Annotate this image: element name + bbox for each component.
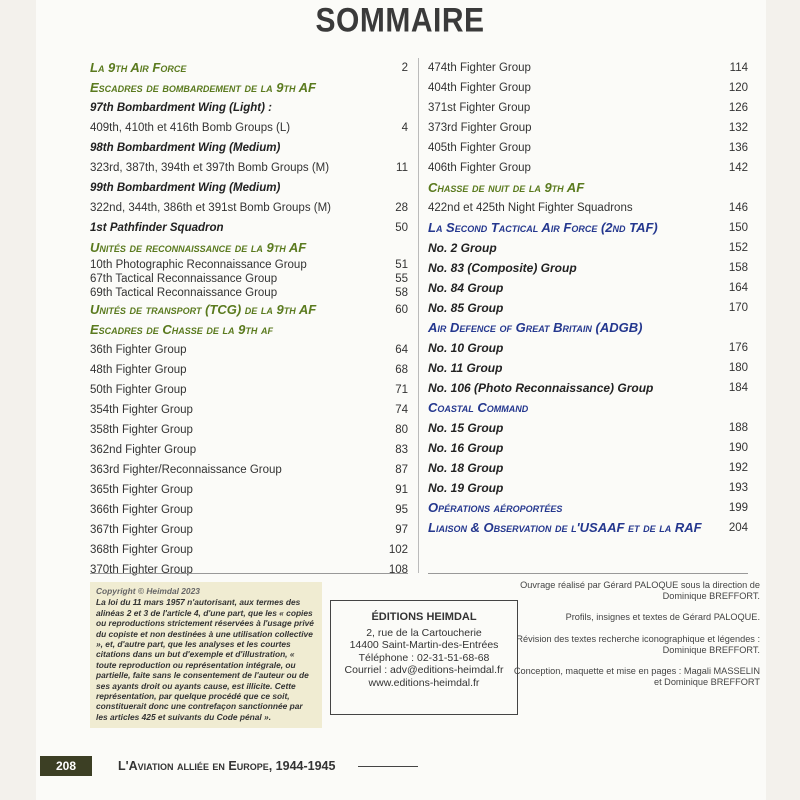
toc-entry-page: 142 bbox=[728, 162, 748, 174]
toc-entry-page: 136 bbox=[728, 142, 748, 154]
toc-entry bbox=[428, 278, 748, 298]
toc-entry bbox=[90, 218, 408, 238]
toc-entry-title: Chasse de nuit de la 9th AF bbox=[428, 180, 585, 195]
toc-entry bbox=[90, 98, 408, 118]
toc-entry-title: 422nd et 425th Night Fighter Squadrons bbox=[428, 202, 633, 214]
toc-entry-page: 152 bbox=[728, 242, 748, 254]
toc-entry-title: 370th Fighter Group bbox=[90, 564, 193, 576]
toc-entry bbox=[90, 520, 408, 540]
toc-entry bbox=[428, 478, 748, 498]
toc-entry bbox=[428, 398, 748, 418]
toc-entry-title: Air Defence of Great Britain (ADGB) bbox=[428, 320, 643, 335]
toc-entry bbox=[90, 58, 408, 78]
toc-entry bbox=[428, 218, 748, 238]
toc-entry bbox=[90, 198, 408, 218]
toc-entry bbox=[428, 238, 748, 258]
toc-entry bbox=[428, 298, 748, 318]
toc-entry-title: 97th Bombardment Wing (Light) : bbox=[90, 102, 272, 114]
toc-entry bbox=[90, 320, 408, 340]
toc-entry bbox=[428, 118, 748, 138]
toc-entry bbox=[90, 300, 408, 320]
toc-entry-title: 373rd Fighter Group bbox=[428, 122, 532, 134]
toc-entry bbox=[428, 78, 748, 98]
toc-entry-page: 150 bbox=[728, 222, 748, 234]
publisher-address: 2, rue de la Cartoucherie bbox=[366, 626, 482, 639]
toc-entry-title: 409th, 410th et 416th Bomb Groups (L) bbox=[90, 122, 291, 134]
toc-entry-page: 164 bbox=[728, 282, 748, 294]
toc-entry bbox=[428, 518, 748, 538]
toc-entry-title: 368th Fighter Group bbox=[90, 544, 193, 556]
toc-entry bbox=[428, 158, 748, 178]
toc-entry bbox=[428, 338, 748, 358]
copyright-notice bbox=[90, 582, 322, 728]
toc-entry bbox=[90, 78, 408, 98]
toc-entry-title: 69th Tactical Reconnaissance Group bbox=[90, 287, 278, 299]
toc-entry-title: 365th Fighter Group bbox=[90, 484, 193, 496]
toc-entry-page: 158 bbox=[728, 262, 748, 274]
toc-entry-page: 4 bbox=[401, 122, 408, 134]
toc-entry-title: 406th Fighter Group bbox=[428, 162, 531, 174]
toc-entry-title: 405th Fighter Group bbox=[428, 142, 531, 154]
toc-entry-page: 108 bbox=[388, 564, 408, 576]
toc-entry bbox=[428, 458, 748, 478]
toc-entry-title: No. 10 Group bbox=[428, 341, 504, 355]
toc-entry-title: 48th Fighter Group bbox=[90, 364, 187, 376]
toc-entry-title: 36th Fighter Group bbox=[90, 344, 187, 356]
page-title: SOMMAIRE bbox=[315, 1, 485, 40]
toc-entry-title: Escadres de bombardement de la 9th AF bbox=[90, 80, 316, 95]
toc-entry-page: 97 bbox=[395, 524, 408, 536]
credit-line: Ouvrage réalisé par Gérard PALOQUE sous la direction de Dominique BREFFORT. bbox=[520, 580, 760, 602]
toc-entry-title: No. 83 (Composite) Group bbox=[428, 261, 577, 275]
toc-entry bbox=[428, 438, 748, 458]
toc-entry-page: 114 bbox=[729, 62, 748, 74]
toc-entry bbox=[90, 258, 408, 272]
toc-entry-page: 102 bbox=[388, 544, 408, 556]
toc-entry bbox=[90, 500, 408, 520]
toc-entry-page: 80 bbox=[395, 424, 408, 436]
publisher-name: ÉDITIONS HEIMDAL bbox=[371, 611, 477, 623]
toc-entry-title: No. 85 Group bbox=[428, 301, 504, 315]
toc-entry bbox=[90, 340, 408, 360]
toc-entry bbox=[428, 178, 748, 198]
toc-entry-page: 58 bbox=[395, 287, 408, 299]
toc-entry-page: 120 bbox=[728, 82, 748, 94]
toc-entry-title: 322nd, 344th, 386th et 391st Bomb Groups (M) bbox=[90, 202, 332, 214]
toc-entry bbox=[90, 138, 408, 158]
toc-entry bbox=[428, 418, 748, 438]
toc-entry-title: Unités de reconnaissance de la 9th AF bbox=[90, 240, 307, 255]
toc-entry-title: No. 18 Group bbox=[428, 461, 504, 475]
toc-entry-title: 363rd Fighter/Reconnaissance Group bbox=[90, 464, 282, 476]
toc-entry-title: 371st Fighter Group bbox=[428, 102, 531, 114]
toc-entry bbox=[90, 460, 408, 480]
toc-entry-title: 362nd Fighter Group bbox=[90, 444, 197, 456]
toc-entry-page: 193 bbox=[728, 482, 748, 494]
credit-line: Conception, maquette et mise en pages : Magali MASSELIN et Dominique BREFFORT bbox=[513, 666, 760, 688]
toc-entry-page: 180 bbox=[728, 362, 748, 374]
credits bbox=[510, 580, 760, 698]
toc-entry bbox=[90, 118, 408, 138]
toc-entry-page: 28 bbox=[395, 202, 408, 214]
toc-entry bbox=[428, 498, 748, 518]
toc-entry-page: 170 bbox=[728, 302, 748, 314]
toc-entry-title: 358th Fighter Group bbox=[90, 424, 193, 436]
toc-entry-title: 354th Fighter Group bbox=[90, 404, 193, 416]
toc-entry-page: 132 bbox=[728, 122, 748, 134]
publisher-box bbox=[330, 600, 518, 715]
copyright-title: Copyright © Heimdal 2023 bbox=[96, 586, 200, 596]
publisher-city: 14400 Saint-Martin-des-Entrées bbox=[349, 639, 499, 651]
column-divider bbox=[418, 58, 419, 573]
toc-entry-title: No. 19 Group bbox=[428, 481, 504, 495]
page-footer bbox=[36, 752, 766, 778]
toc-entry-title: Unités de transport (TCG) de la 9th AF bbox=[90, 302, 317, 317]
toc-entry-page: 83 bbox=[395, 444, 408, 456]
book-title: L'Aviation alliée en Europe, 1944-1945 bbox=[118, 759, 336, 773]
toc-entry-title: 366th Fighter Group bbox=[90, 504, 193, 516]
credit-line: Profils, insignes et textes de Gérard PALOQUE. bbox=[565, 612, 760, 623]
toc-entry bbox=[90, 360, 408, 380]
toc-entry-page: 95 bbox=[395, 504, 408, 516]
publisher-email: Courriel : adv@editions-heimdal.fr bbox=[344, 664, 504, 676]
toc-entry-page: 2 bbox=[401, 62, 408, 74]
toc-entry bbox=[428, 358, 748, 378]
toc-left-column bbox=[90, 58, 408, 580]
toc-entry bbox=[428, 378, 748, 398]
toc-entry-title: No. 15 Group bbox=[428, 421, 504, 435]
toc-entry bbox=[90, 238, 408, 258]
toc-entry-title: Coastal Command bbox=[428, 400, 529, 415]
toc-entry-title: 10th Photographic Reconnaissance Group bbox=[90, 259, 307, 271]
toc-entry-title: La Second Tactical Air Force (2nd TAF) bbox=[428, 220, 658, 235]
toc-entry-page: 87 bbox=[395, 464, 408, 476]
toc-entry bbox=[428, 318, 748, 338]
toc-entry bbox=[90, 178, 408, 198]
copyright-body: La loi du 11 mars 1957 n'autorisant, aux termes des alinéas 2 et 3 de l'article 4, d'une part, que les « copies ou reproductions strictement réservées à l'usage privé du copiste et non destinées à une utilisation collective », et, d'autre part, que les analyses et les courtes citations dans un but d'exemple et d'illustration, « toute reproduction ou représentation intégrale, ou partielle, faite sans le consentement de l'auteur ou de ses ayants droit ou ayants cause, est illicite. Cette représentation, par quelque procédé que ce soit, constituerait donc une contrefaçon sanctionnée par les articles 425 et suivants du Code pénal ». bbox=[96, 597, 314, 722]
toc-entry bbox=[90, 400, 408, 420]
toc-entry-title: La 9th Air Force bbox=[90, 60, 187, 75]
toc-entry-title: No. 84 Group bbox=[428, 281, 504, 295]
toc-entry-title: 404th Fighter Group bbox=[428, 82, 531, 94]
toc-entry bbox=[90, 272, 408, 286]
credit-line: Révision des textes recherche iconographique et légendes : Dominique BREFFORT. bbox=[516, 633, 760, 655]
toc-entry-title: No. 11 Group bbox=[428, 361, 503, 375]
publisher-website: www.editions-heimdal.fr bbox=[368, 676, 480, 689]
toc-entry-title: 367th Fighter Group bbox=[90, 524, 193, 536]
divider bbox=[90, 573, 408, 574]
toc-entry-page: 146 bbox=[728, 202, 748, 214]
page-number: 208 bbox=[40, 756, 92, 776]
toc-entry bbox=[90, 158, 408, 178]
toc-entry-title: 67th Tactical Reconnaissance Group bbox=[90, 273, 278, 285]
toc-entry-page: 51 bbox=[395, 259, 408, 271]
toc-entry-page: 68 bbox=[395, 364, 408, 376]
toc-entry-page: 64 bbox=[395, 344, 408, 356]
toc-entry-page: 176 bbox=[728, 342, 748, 354]
toc-entry-page: 126 bbox=[728, 102, 748, 114]
toc-entry bbox=[428, 258, 748, 278]
toc-entry bbox=[90, 440, 408, 460]
toc-entry-title: No. 106 (Photo Reconnaissance) Group bbox=[428, 381, 654, 395]
toc-entry bbox=[90, 480, 408, 500]
toc-entry-title: 50th Fighter Group bbox=[90, 384, 187, 396]
toc-entry-page: 204 bbox=[728, 522, 748, 534]
toc-entry bbox=[90, 540, 408, 560]
toc-entry-page: 50 bbox=[395, 222, 408, 234]
toc-entry-title: 323rd, 387th, 394th et 397th Bomb Groups (M) bbox=[90, 162, 330, 174]
toc-entry bbox=[428, 198, 748, 218]
toc-entry-page: 74 bbox=[395, 404, 408, 416]
toc-entry-page: 60 bbox=[395, 304, 408, 316]
toc-entry bbox=[90, 286, 408, 300]
toc-entry-page: 192 bbox=[728, 462, 748, 474]
divider bbox=[428, 573, 748, 574]
toc-entry-title: No. 2 Group bbox=[428, 241, 497, 255]
toc-entry-title: Opérations aéroportées bbox=[428, 500, 563, 515]
toc-entry-page: 55 bbox=[395, 273, 408, 285]
toc-entry bbox=[428, 98, 748, 118]
toc-entry-page: 71 bbox=[395, 384, 408, 396]
toc-entry-title: No. 16 Group bbox=[428, 441, 504, 455]
publisher-phone: Téléphone : 02-31-51-68-68 bbox=[358, 651, 490, 664]
toc-entry bbox=[90, 420, 408, 440]
toc-entry-page: 184 bbox=[728, 382, 748, 394]
toc-right-column bbox=[428, 58, 748, 538]
toc-entry-title: 99th Bombardment Wing (Medium) bbox=[90, 182, 281, 194]
toc-entry-title: 98th Bombardment Wing (Medium) bbox=[90, 142, 281, 154]
toc-entry-title: 1st Pathfinder Squadron bbox=[90, 222, 224, 234]
toc-entry-page: 11 bbox=[396, 162, 408, 174]
toc-entry-page: 188 bbox=[728, 422, 748, 434]
toc-entry-page: 190 bbox=[728, 442, 748, 454]
toc-entry-page: 199 bbox=[728, 502, 748, 514]
toc-entry-title: Liaison & Observation de l'USAAF et de la RAF bbox=[428, 520, 702, 535]
toc-entry bbox=[90, 560, 408, 580]
toc-entry bbox=[90, 380, 408, 400]
toc-entry-page: 91 bbox=[395, 484, 408, 496]
toc-entry bbox=[428, 138, 748, 158]
toc-entry-title: Escadres de Chasse de la 9th af bbox=[90, 322, 273, 337]
toc-entry-title: 474th Fighter Group bbox=[428, 62, 531, 74]
footer-rule bbox=[358, 766, 418, 767]
toc-entry bbox=[428, 58, 748, 78]
